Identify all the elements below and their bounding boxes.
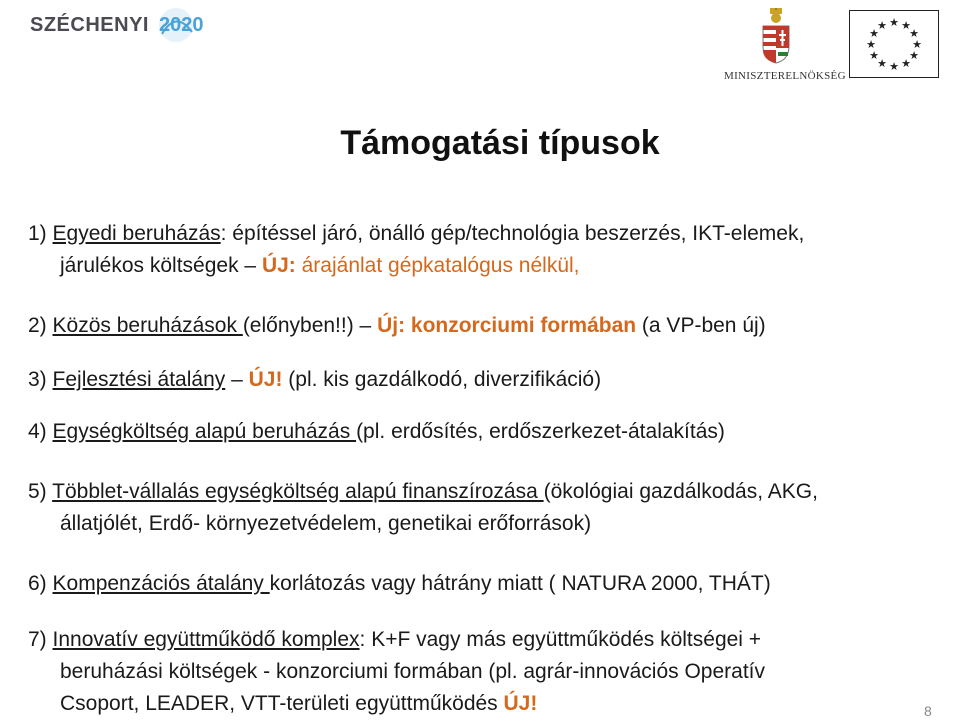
svg-text:★: ★: [909, 27, 919, 40]
svg-text:★: ★: [877, 19, 887, 32]
item-continuation: [28, 250, 804, 282]
svg-text:★: ★: [912, 38, 922, 51]
szechenyi-2020-logo: [26, 8, 204, 42]
eu-flag-icon: [849, 10, 939, 78]
item-term: Innovatív együttműködő komplex: [52, 628, 360, 651]
item-continuation: beruházási költségek - konzorciumi formában (pl. agrár-innovációs Operatív: [60, 660, 765, 683]
item-number: 6): [28, 572, 53, 595]
item-number: 4): [28, 420, 53, 443]
item-text: : K+F vagy más együttműködés költségei +: [359, 628, 762, 651]
item-term: Kompenzációs átalány: [52, 572, 270, 595]
szechenyi-logo-text: SZÉCHENYI: [30, 14, 149, 36]
item-continuation: állatjólét, Erdő- környezetvédelem, genetikai erőforrások): [60, 512, 592, 535]
new-badge: Új: konzorciumi formában: [377, 314, 637, 337]
item-number: 1): [28, 222, 53, 245]
szechenyi-logo-year: 2020: [159, 14, 204, 36]
svg-text:★: ★: [889, 16, 899, 29]
item-text: járulékos költségek –: [60, 254, 262, 277]
list-item: [28, 310, 766, 342]
svg-text:★: ★: [866, 38, 876, 51]
svg-text:★: ★: [889, 60, 899, 73]
svg-text:★: ★: [909, 49, 919, 62]
item-term: Fejlesztési átalány: [52, 368, 226, 391]
item-text-highlight: árajánlat gépkatalógus nélkül,: [295, 254, 580, 277]
item-number: 3): [28, 368, 53, 391]
item-text: (a VP-ben új): [636, 314, 766, 337]
list-item: [28, 416, 725, 448]
list-item: [28, 624, 765, 720]
item-text: (pl. erdősítés, erdőszerkezet-átalakítás): [356, 420, 725, 443]
page-number: 8: [924, 703, 932, 719]
list-item: [28, 364, 601, 396]
item-text: : építéssel járó, önálló gép/technológia beszerzés, IKT-elemek,: [220, 222, 805, 245]
svg-text:★: ★: [869, 27, 879, 40]
svg-text:★: ★: [901, 57, 911, 70]
list-item: [28, 476, 818, 540]
item-term: Egységköltség alapú beruházás: [52, 420, 357, 443]
item-term: Közös beruházások: [52, 314, 243, 337]
list-item: [28, 218, 804, 282]
list-item: [28, 568, 771, 600]
svg-text:★: ★: [877, 57, 887, 70]
ministry-logo: [724, 8, 846, 88]
new-badge: ÚJ!: [248, 368, 283, 391]
item-text: (pl. kis gazdálkodó, diverzifikáció): [282, 368, 602, 391]
item-text: (ökológiai gazdálkodás, AKG,: [543, 480, 818, 503]
new-badge: ÚJ!: [503, 692, 538, 715]
item-number: 2): [28, 314, 53, 337]
item-text: Csoport, LEADER, VTT-területi együttműködés: [60, 692, 504, 715]
item-text: –: [225, 368, 249, 391]
item-number: 5): [28, 480, 53, 503]
item-term: Többlet-vállalás egységköltség alapú finanszírozása: [52, 480, 544, 503]
hungarian-coat-of-arms-icon: [760, 8, 792, 64]
item-number: 7): [28, 628, 53, 651]
new-badge: ÚJ:: [261, 254, 296, 277]
page-title: Támogatási típusok: [340, 124, 660, 162]
item-continuation: [28, 688, 765, 720]
svg-text:★: ★: [901, 19, 911, 32]
svg-text:★: ★: [869, 49, 879, 62]
item-term: Egyedi beruházás: [52, 222, 221, 245]
item-text: (előnyben!!) –: [242, 314, 378, 337]
ministry-label: MINISZTERELNÖKSÉG: [724, 70, 846, 82]
item-text: korlátozás vagy hátrány miatt ( NATURA 2000, THÁT): [269, 572, 771, 595]
